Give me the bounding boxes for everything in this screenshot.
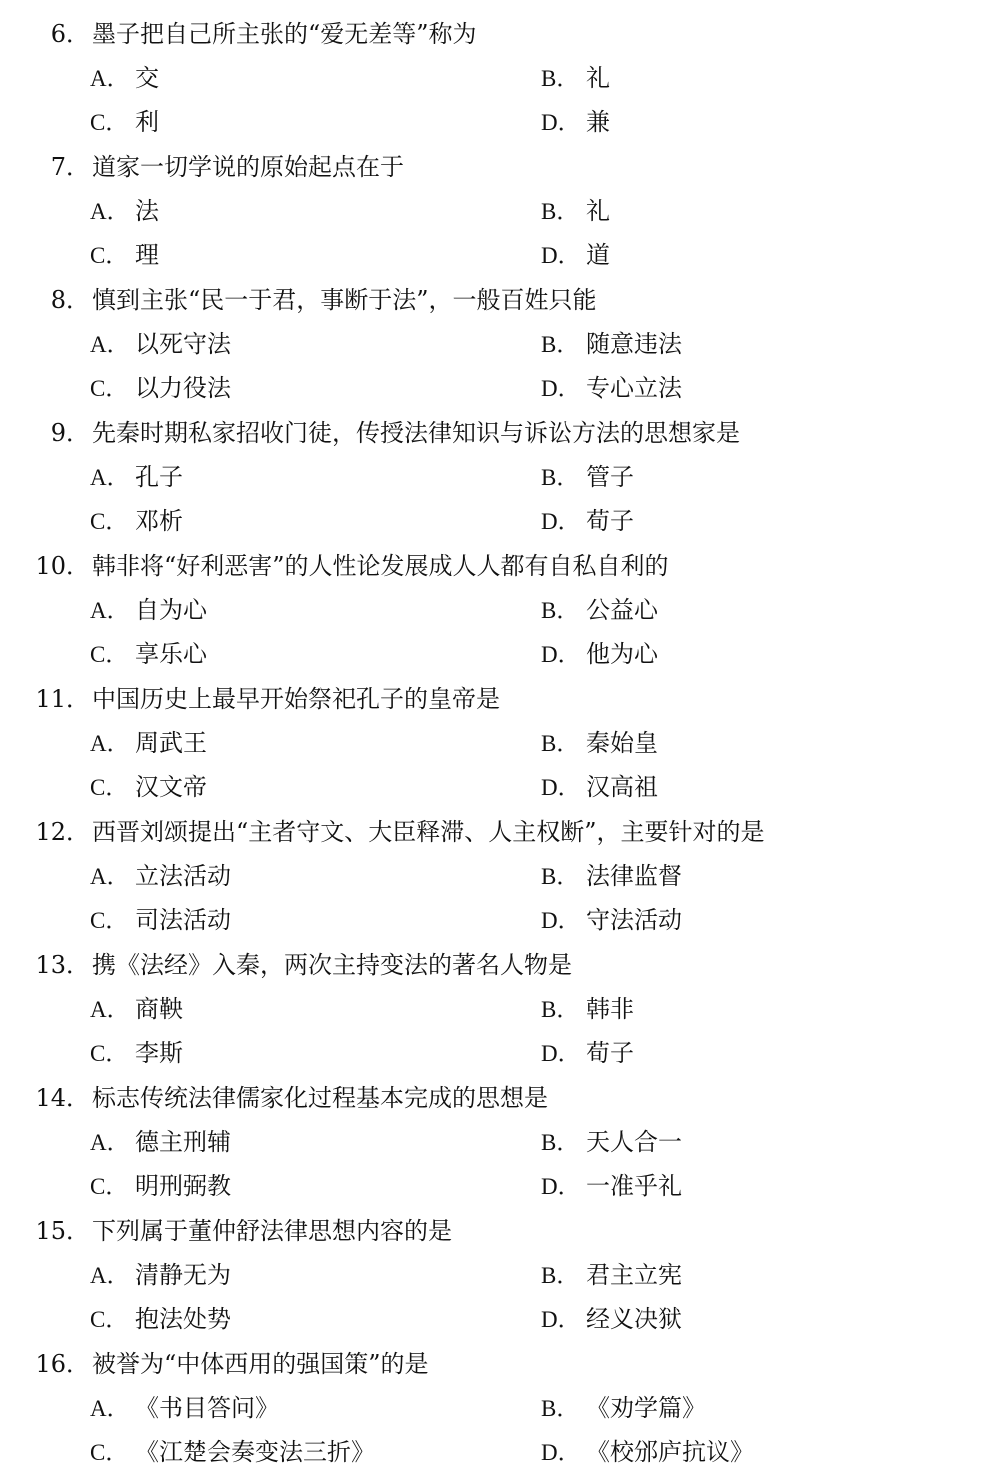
question-text: 墨子把自己所主张的“爱无差等”称为 bbox=[92, 20, 477, 48]
option-a bbox=[90, 1120, 231, 1164]
option-letter: C． bbox=[90, 243, 129, 268]
option-text: 汉高祖 bbox=[586, 773, 658, 801]
option-letter: D． bbox=[541, 1440, 581, 1465]
option-letter: B． bbox=[541, 199, 580, 224]
option-text: 清静无为 bbox=[135, 1261, 231, 1289]
option-a bbox=[90, 721, 207, 765]
option-d bbox=[541, 366, 682, 410]
question-number: 8． bbox=[50, 286, 90, 314]
option-letter: C． bbox=[90, 775, 129, 800]
option-text: 明刑弼教 bbox=[135, 1172, 231, 1200]
option-text: 抱法处势 bbox=[135, 1305, 231, 1333]
option-a bbox=[90, 56, 159, 100]
option-d bbox=[541, 765, 658, 809]
option-letter: B． bbox=[541, 1263, 580, 1288]
question-stem bbox=[0, 1209, 452, 1253]
option-letter: C． bbox=[90, 1174, 129, 1199]
option-letter: B． bbox=[541, 465, 580, 490]
option-letter: B． bbox=[541, 1130, 580, 1155]
option-c bbox=[90, 898, 231, 942]
option-d bbox=[541, 100, 610, 144]
option-c bbox=[90, 233, 159, 277]
option-b bbox=[541, 987, 634, 1031]
question-stem bbox=[0, 145, 404, 189]
option-d bbox=[541, 499, 634, 543]
option-letter: C． bbox=[90, 1041, 129, 1066]
question-text: 先秦时期私家招收门徒，传授法律知识与诉讼方法的思想家是 bbox=[92, 419, 740, 447]
question-15 bbox=[0, 1209, 1000, 1341]
option-text: 公益心 bbox=[586, 596, 658, 624]
question-text: 携《法经》入秦，两次主持变法的著名人物是 bbox=[92, 951, 572, 979]
option-text: 《校邠庐抗议》 bbox=[586, 1438, 754, 1466]
option-c bbox=[90, 1031, 183, 1075]
option-c bbox=[90, 1430, 375, 1474]
option-letter: D． bbox=[541, 908, 581, 933]
option-d bbox=[541, 1031, 634, 1075]
option-letter: D． bbox=[541, 110, 581, 135]
option-text: 随意违法 bbox=[586, 330, 682, 358]
option-letter: B． bbox=[541, 1396, 580, 1421]
question-text: 下列属于董仲舒法律思想内容的是 bbox=[92, 1217, 452, 1245]
option-text: 《劝学篇》 bbox=[586, 1394, 706, 1422]
option-letter: A． bbox=[90, 1130, 130, 1155]
option-d bbox=[541, 1297, 682, 1341]
option-c bbox=[90, 765, 207, 809]
option-text: 道 bbox=[586, 241, 610, 269]
option-text: 荀子 bbox=[586, 1039, 634, 1067]
question-stem bbox=[0, 810, 765, 854]
option-text: 管子 bbox=[586, 463, 634, 491]
option-b bbox=[541, 322, 682, 366]
question-text: 中国历史上最早开始祭祀孔子的皇帝是 bbox=[92, 685, 500, 713]
question-stem bbox=[0, 943, 572, 987]
question-stem bbox=[0, 1076, 548, 1120]
option-letter: A． bbox=[90, 864, 130, 889]
question-text: 韩非将“好利恶害”的人性论发展成人人都有自私自利的 bbox=[92, 552, 669, 580]
option-letter: B． bbox=[541, 997, 580, 1022]
option-a bbox=[90, 987, 183, 1031]
option-letter: D． bbox=[541, 1041, 581, 1066]
option-letter: C． bbox=[90, 376, 129, 401]
option-letter: D． bbox=[541, 775, 581, 800]
option-text: 周武王 bbox=[135, 729, 207, 757]
option-text: 德主刑辅 bbox=[135, 1128, 231, 1156]
option-c bbox=[90, 1164, 231, 1208]
option-a bbox=[90, 322, 231, 366]
option-text: 韩非 bbox=[586, 995, 634, 1023]
option-b bbox=[541, 721, 658, 765]
question-number: 9． bbox=[50, 419, 90, 447]
option-a bbox=[90, 1386, 279, 1430]
question-7 bbox=[0, 145, 1000, 277]
option-text: 专心立法 bbox=[586, 374, 682, 402]
option-letter: B． bbox=[541, 598, 580, 623]
option-letter: A． bbox=[90, 66, 130, 91]
option-text: 《江楚会奏变法三折》 bbox=[135, 1438, 375, 1466]
option-d bbox=[541, 898, 682, 942]
question-stem bbox=[0, 677, 500, 721]
option-c bbox=[90, 366, 231, 410]
option-d bbox=[541, 1430, 754, 1474]
question-11 bbox=[0, 677, 1000, 809]
option-letter: C． bbox=[90, 908, 129, 933]
question-number: 13． bbox=[35, 951, 90, 979]
option-text: 享乐心 bbox=[135, 640, 207, 668]
question-number: 16． bbox=[35, 1350, 90, 1378]
question-6 bbox=[0, 12, 1000, 144]
option-text: 立法活动 bbox=[135, 862, 231, 890]
option-text: 经义决狱 bbox=[586, 1305, 682, 1333]
option-letter: C． bbox=[90, 1440, 129, 1465]
option-a bbox=[90, 854, 231, 898]
question-number: 10． bbox=[35, 552, 90, 580]
question-10 bbox=[0, 544, 1000, 676]
option-text: 兼 bbox=[586, 108, 610, 136]
question-stem bbox=[0, 544, 669, 588]
option-text: 孔子 bbox=[135, 463, 183, 491]
question-number: 14． bbox=[35, 1084, 90, 1112]
option-letter: A． bbox=[90, 199, 130, 224]
question-stem bbox=[0, 12, 477, 56]
option-c bbox=[90, 100, 159, 144]
option-c bbox=[90, 499, 183, 543]
question-text: 道家一切学说的原始起点在于 bbox=[92, 153, 404, 181]
option-letter: C． bbox=[90, 642, 129, 667]
question-stem bbox=[0, 1342, 429, 1386]
option-text: 法 bbox=[135, 197, 159, 225]
question-9 bbox=[0, 411, 1000, 543]
question-number: 6． bbox=[50, 20, 90, 48]
option-b bbox=[541, 455, 634, 499]
option-text: 邓析 bbox=[135, 507, 183, 535]
option-b bbox=[541, 588, 658, 632]
question-8 bbox=[0, 278, 1000, 410]
option-text: 法律监督 bbox=[586, 862, 682, 890]
option-letter: D． bbox=[541, 243, 581, 268]
question-number: 12． bbox=[35, 818, 90, 846]
option-text: 利 bbox=[135, 108, 159, 136]
question-number: 7． bbox=[50, 153, 90, 181]
option-text: 他为心 bbox=[586, 640, 658, 668]
option-letter: B． bbox=[541, 731, 580, 756]
option-text: 司法活动 bbox=[135, 906, 231, 934]
option-text: 商鞅 bbox=[135, 995, 183, 1023]
option-letter: C． bbox=[90, 110, 129, 135]
question-number: 15． bbox=[35, 1217, 90, 1245]
option-text: 理 bbox=[135, 241, 159, 269]
option-letter: C． bbox=[90, 1307, 129, 1332]
option-d bbox=[541, 632, 658, 676]
option-b bbox=[541, 189, 610, 233]
option-c bbox=[90, 1297, 231, 1341]
option-b bbox=[541, 1253, 682, 1297]
option-letter: A． bbox=[90, 731, 130, 756]
option-letter: C． bbox=[90, 509, 129, 534]
option-b bbox=[541, 56, 610, 100]
option-c bbox=[90, 632, 207, 676]
question-text: 标志传统法律儒家化过程基本完成的思想是 bbox=[92, 1084, 548, 1112]
question-stem bbox=[0, 278, 597, 322]
option-letter: D． bbox=[541, 1174, 581, 1199]
question-12 bbox=[0, 810, 1000, 942]
option-a bbox=[90, 455, 183, 499]
question-text: 慎到主张“民一于君，事断于法”，一般百姓只能 bbox=[92, 286, 597, 314]
option-text: 秦始皇 bbox=[586, 729, 658, 757]
question-14 bbox=[0, 1076, 1000, 1208]
question-number: 11． bbox=[35, 685, 90, 713]
option-text: 以力役法 bbox=[135, 374, 231, 402]
option-b bbox=[541, 1120, 682, 1164]
option-text: 自为心 bbox=[135, 596, 207, 624]
option-b bbox=[541, 854, 682, 898]
option-b bbox=[541, 1386, 706, 1430]
option-text: 交 bbox=[135, 64, 159, 92]
option-text: 以死守法 bbox=[135, 330, 231, 358]
option-letter: B． bbox=[541, 864, 580, 889]
option-letter: D． bbox=[541, 509, 581, 534]
option-text: 礼 bbox=[586, 64, 610, 92]
option-letter: B． bbox=[541, 66, 580, 91]
option-text: 天人合一 bbox=[586, 1128, 682, 1156]
option-text: 李斯 bbox=[135, 1039, 183, 1067]
option-letter: D． bbox=[541, 1307, 581, 1332]
question-16 bbox=[0, 1342, 1000, 1474]
option-text: 君主立宪 bbox=[586, 1261, 682, 1289]
option-a bbox=[90, 588, 207, 632]
option-text: 汉文帝 bbox=[135, 773, 207, 801]
option-a bbox=[90, 1253, 231, 1297]
option-d bbox=[541, 1164, 682, 1208]
option-d bbox=[541, 233, 610, 277]
option-letter: A． bbox=[90, 1263, 130, 1288]
option-text: 守法活动 bbox=[586, 906, 682, 934]
option-letter: D． bbox=[541, 376, 581, 401]
option-letter: D． bbox=[541, 642, 581, 667]
option-text: 礼 bbox=[586, 197, 610, 225]
option-letter: A． bbox=[90, 465, 130, 490]
option-text: 《书目答问》 bbox=[135, 1394, 279, 1422]
question-text: 被誉为“中体西用的强国策”的是 bbox=[92, 1350, 429, 1378]
option-a bbox=[90, 189, 159, 233]
question-13 bbox=[0, 943, 1000, 1075]
option-text: 荀子 bbox=[586, 507, 634, 535]
option-text: 一准乎礼 bbox=[586, 1172, 682, 1200]
option-letter: A． bbox=[90, 1396, 130, 1421]
option-letter: A． bbox=[90, 997, 130, 1022]
option-letter: A． bbox=[90, 332, 130, 357]
option-letter: B． bbox=[541, 332, 580, 357]
question-stem bbox=[0, 411, 740, 455]
question-text: 西晋刘颂提出“主者守文、大臣释滞、人主权断”，主要针对的是 bbox=[92, 818, 765, 846]
option-letter: A． bbox=[90, 598, 130, 623]
